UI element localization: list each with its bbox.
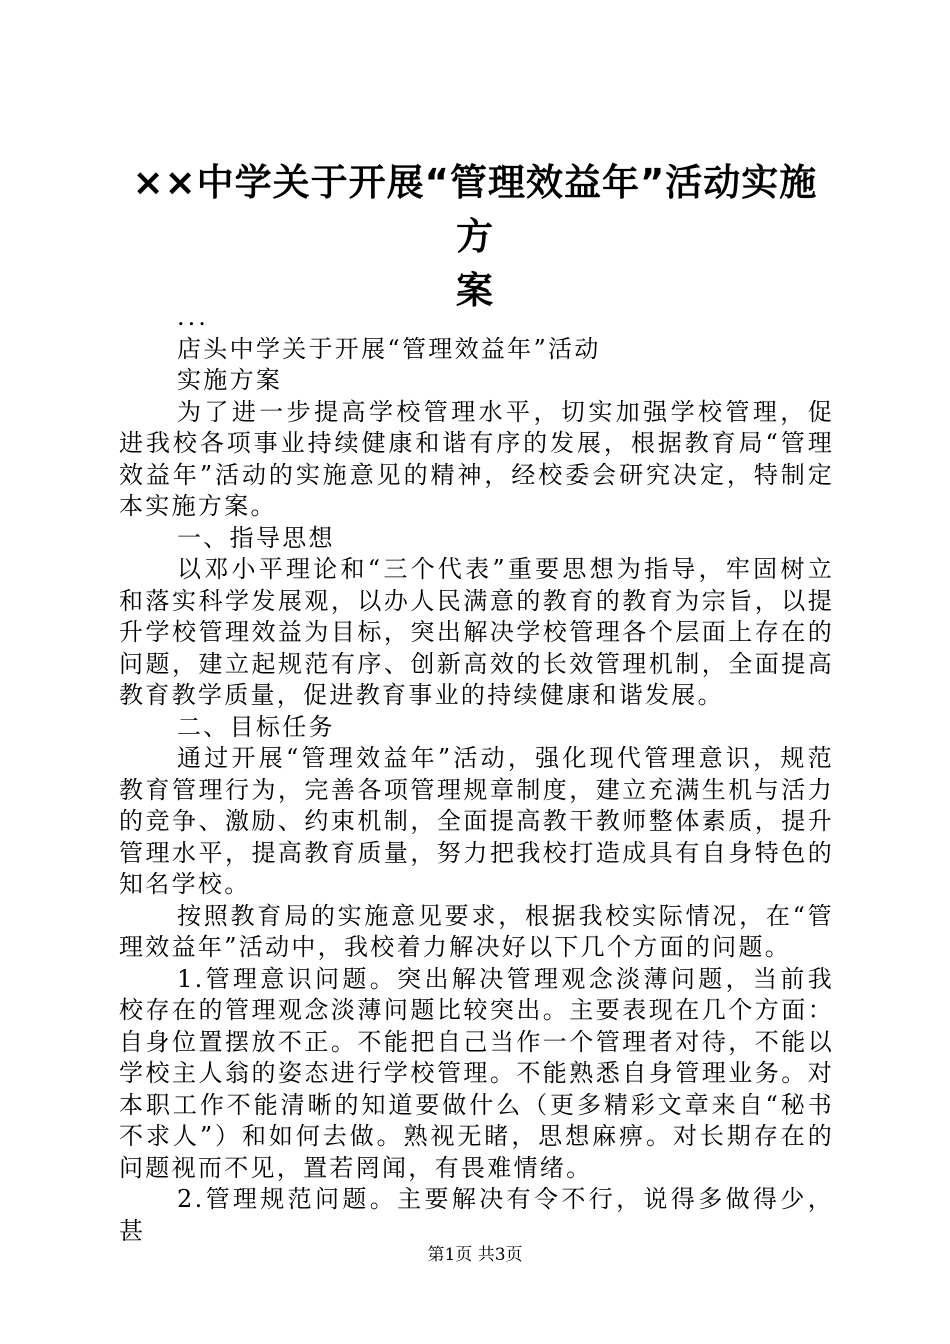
section-heading-goals: 二、目标任务 bbox=[177, 712, 335, 741]
guiding-thought-paragraph: 以邓小平理论和“三个代表”重要思想为指导，牢固树立和落实科学发展观，以办人民满意的教育的教育为宗旨，以提升学校管理效益为目标，突出解决学校管理各个层面上存在的问题，建立起规范有序、创新高效的长效管理机制，全面提高教育教学质量，促进教育事业的持续健康和谐发展。 bbox=[119, 555, 834, 709]
subtitle-line-2: 实施方案 bbox=[177, 366, 283, 394]
ellipsis-line: ... bbox=[177, 303, 209, 331]
title-line-1: ××中学关于开展“管理效益年”活动实施方 bbox=[132, 161, 818, 258]
title-line-2: 案 bbox=[456, 269, 494, 312]
requirements-paragraph: 按照教育局的实施意见要求，根据我校实际情况，在“管理效益年”活动中，我校着力解决好以下几个方面的问题。 bbox=[119, 901, 834, 961]
section-heading-guiding-thought: 一、指导思想 bbox=[177, 523, 335, 552]
intro-paragraph: 为了进一步提高学校管理水平，切实加强学校管理，促进我校各项事业持续健康和谐有序的发展，根据教育局“管理效益年”活动的实施意见的精神，经校委会研究决定，特制定本实施方案。 bbox=[119, 397, 834, 520]
item-1-paragraph: 1.管理意识问题。突出解决管理观念淡薄问题，当前我校存在的管理观念淡薄问题比较突出。主要表现在几个方面：自身位置摆放不正。不能把自己当作一个管理者对待，不能以学校主人翁的姿态进行学校管理。不能熟悉自身管理业务。对本职工作不能清晰的知道要做什么（更多精彩文章来自“秘书不求人”）和如何去做。熟视无睹，思想麻痹。对长期存在的问题视而不见，置若罔闻，有畏难情绪。 bbox=[119, 964, 834, 1182]
goals-paragraph: 通过开展“管理效益年”活动，强化现代管理意识，规范教育管理行为，完善各项管理规章制度，建立充满生机与活力的竞争、激励、约束机制，全面提高教干教师整体素质，提升管理水平，提高教育质量，努力把我校打造成具有自身特色的知名学校。 bbox=[119, 744, 834, 898]
item-2-paragraph: 2.管理规范问题。主要解决有令不行，说得多做得少，甚 bbox=[119, 1185, 834, 1245]
document-body bbox=[119, 302, 834, 1247]
document-title bbox=[120, 156, 830, 318]
subtitle-line-1: 店头中学关于开展“管理效益年”活动 bbox=[177, 334, 601, 363]
page-footer: 第1页 共3页 bbox=[427, 1245, 523, 1265]
